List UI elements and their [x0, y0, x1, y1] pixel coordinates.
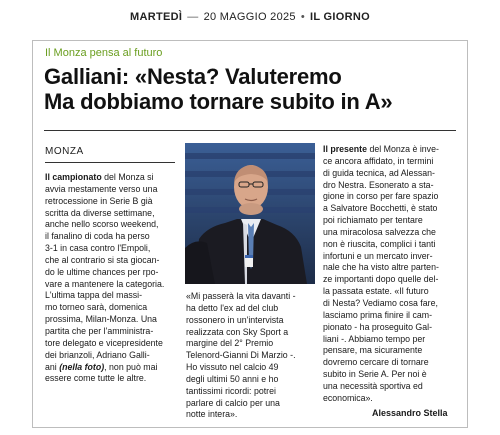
article-location: MONZA: [45, 146, 84, 157]
quote-line: Ho vissuto nel calcio 49: [186, 362, 279, 373]
text-line: [45, 338, 175, 350]
photo-illustration: [185, 143, 315, 284]
line-text: gione in corso per fare spazio: [323, 191, 439, 202]
line-text: vare a mantenere la categoria.: [45, 278, 165, 289]
text-line: [323, 357, 458, 369]
text-line: [323, 369, 458, 381]
line-text: poi richiamato per tentare: [323, 215, 423, 226]
text-line: [323, 144, 458, 156]
line-text: ani: [45, 361, 57, 372]
text-line: [323, 191, 458, 203]
text-line: [323, 298, 458, 310]
text-line: [323, 203, 458, 215]
text-line: [45, 290, 175, 302]
quote-line: tantissimi ricordi: potrei: [186, 385, 276, 396]
line-text: dei brianzoli, Adriano Galli-: [45, 349, 150, 360]
quote-line: degli ultimi 50 anni e ho: [186, 373, 279, 384]
line-text: ze importanti dopo quelle del-: [323, 274, 439, 285]
line-text: avvia mestamente verso una: [45, 183, 158, 194]
text-line: [323, 215, 458, 227]
line-text: la passata estate. «Il futuro: [323, 286, 429, 297]
text-line: [45, 362, 175, 374]
line-text: dro Nestra. Esonerato a sta-: [323, 179, 434, 190]
text-line: [323, 251, 458, 263]
text-line: [45, 184, 175, 196]
line-text: di guida tecnica, ad Alessan-: [323, 167, 435, 178]
line-text: do le ultime chances per rpo-: [45, 266, 159, 277]
text-line: [45, 255, 175, 267]
line-text: subito in Serie A. Per noi è: [323, 369, 427, 380]
article-column-3: [323, 144, 458, 405]
text-line: [323, 156, 458, 168]
text-line: [45, 267, 175, 279]
lead-in: Il presente: [323, 144, 368, 154]
headline-line-2: Ma dobbiamo tornare subito in A»: [44, 89, 393, 114]
line-text: una necessità sportiva ed: [323, 380, 423, 391]
text-line: [323, 393, 458, 405]
quote-line: notte intera».: [186, 409, 238, 420]
line-text: nale che ha visto altre parten-: [323, 262, 439, 273]
text-line: [323, 381, 458, 393]
text-line: [323, 168, 458, 180]
text-line: [45, 302, 175, 314]
line-text: essere come tutte le altre.: [45, 373, 147, 384]
text-line: [323, 345, 458, 357]
line-text: di Nesta? Vediamo cosa fare,: [323, 297, 438, 308]
line-text: che al contrario si sta giocan-: [45, 254, 160, 265]
text-line: [45, 326, 175, 338]
article-column-1: [45, 172, 175, 385]
text-line: [45, 219, 175, 231]
line-text: dovremo cercare di tornare: [323, 357, 429, 368]
line-text: a Salvatore Bocchetti, è stato: [323, 203, 438, 214]
quote-line: margine del 2° Premio: [186, 338, 274, 349]
text-line: [323, 180, 458, 192]
quote-line: realizzata con Sky Sport a: [186, 326, 289, 337]
text-line: [323, 227, 458, 239]
text-line: [45, 231, 175, 243]
headline-rule: [44, 130, 456, 131]
line-text: tore delegato e vicepresidente: [45, 337, 163, 348]
text-line: [323, 286, 458, 298]
line-text: del Monza si: [101, 172, 154, 182]
line-text: pionato - ha proseguito Gal-: [323, 321, 433, 332]
line-text: partita che per l'amministra-: [45, 325, 154, 336]
line-text: anche nello scorso weekend,: [45, 219, 159, 230]
line-text: scritta da diverse settimane,: [45, 207, 155, 218]
line-text: pensare, ma sicuramente: [323, 345, 423, 356]
text-line: [45, 196, 175, 208]
masthead-separator: —: [187, 11, 199, 23]
line-text: liani -. Abbiamo tempo per: [323, 333, 426, 344]
text-line: [323, 274, 458, 286]
photo-reference: (nella foto): [56, 361, 105, 372]
text-line: [45, 243, 175, 255]
text-line: [45, 279, 175, 291]
line-text: ce ancora affidato, in termini: [323, 155, 434, 166]
masthead: [0, 0, 500, 34]
quote-line: Telenord-Gianni Di Marzio -.: [186, 350, 296, 361]
headline-line-1: Galliani: «Nesta? Valuteremo: [44, 64, 342, 89]
line-text: economica».: [323, 392, 373, 403]
line-text: prossima, Milan-Monza. Una: [45, 314, 157, 325]
quote-line: «Mi passerà la vita davanti -: [186, 291, 296, 301]
text-line: [323, 334, 458, 346]
text-line: [323, 322, 458, 334]
line-text: mo torneo sarà, domenica: [45, 302, 148, 313]
line-text: retrocessione in Serie B già: [45, 195, 153, 206]
line-text: L'ultima tappa del massi-: [45, 290, 143, 301]
line-text: una miracolosa salvezza che: [323, 226, 436, 237]
location-rule: [45, 162, 175, 163]
text-line: [323, 262, 458, 274]
article-photo: [185, 143, 315, 284]
masthead-date: 20 MAGGIO 2025: [203, 11, 296, 23]
lead-in: Il campionato: [45, 172, 102, 182]
quote-line: ha detto l'ex ad del club: [186, 302, 279, 313]
article-byline: Alessandro Stella: [372, 408, 448, 418]
article-headline: [44, 64, 464, 114]
line-text: il fanalino di coda ha perso: [45, 231, 150, 242]
line-text: infortuni e un mercato inver-: [323, 250, 433, 261]
line-text: non è riuscita, complici i tanti: [323, 238, 436, 249]
article-column-2: [186, 291, 314, 421]
line-text-continued: , non può mai: [104, 361, 158, 372]
text-line: [323, 310, 458, 322]
text-line: [323, 239, 458, 251]
text-line: [45, 350, 175, 362]
line-text: 3-1 in casa contro l'Empoli,: [45, 243, 151, 254]
line-text: lasciamo prima finire il cam-: [323, 309, 433, 320]
text-line: [45, 373, 175, 385]
text-line: [45, 208, 175, 220]
article-kicker: Il Monza pensa al futuro: [45, 47, 163, 59]
text-line: [45, 314, 175, 326]
masthead-paper: IL GIORNO: [309, 11, 370, 23]
quote-line: parlare di calcio per una: [186, 397, 280, 408]
masthead-bullet: •: [300, 11, 305, 23]
line-text: del Monza è inve-: [367, 144, 439, 154]
quote-line: rossonero in un'intervista: [186, 314, 284, 325]
text-line: [45, 172, 175, 184]
masthead-day: MARTEDÌ: [130, 11, 183, 23]
